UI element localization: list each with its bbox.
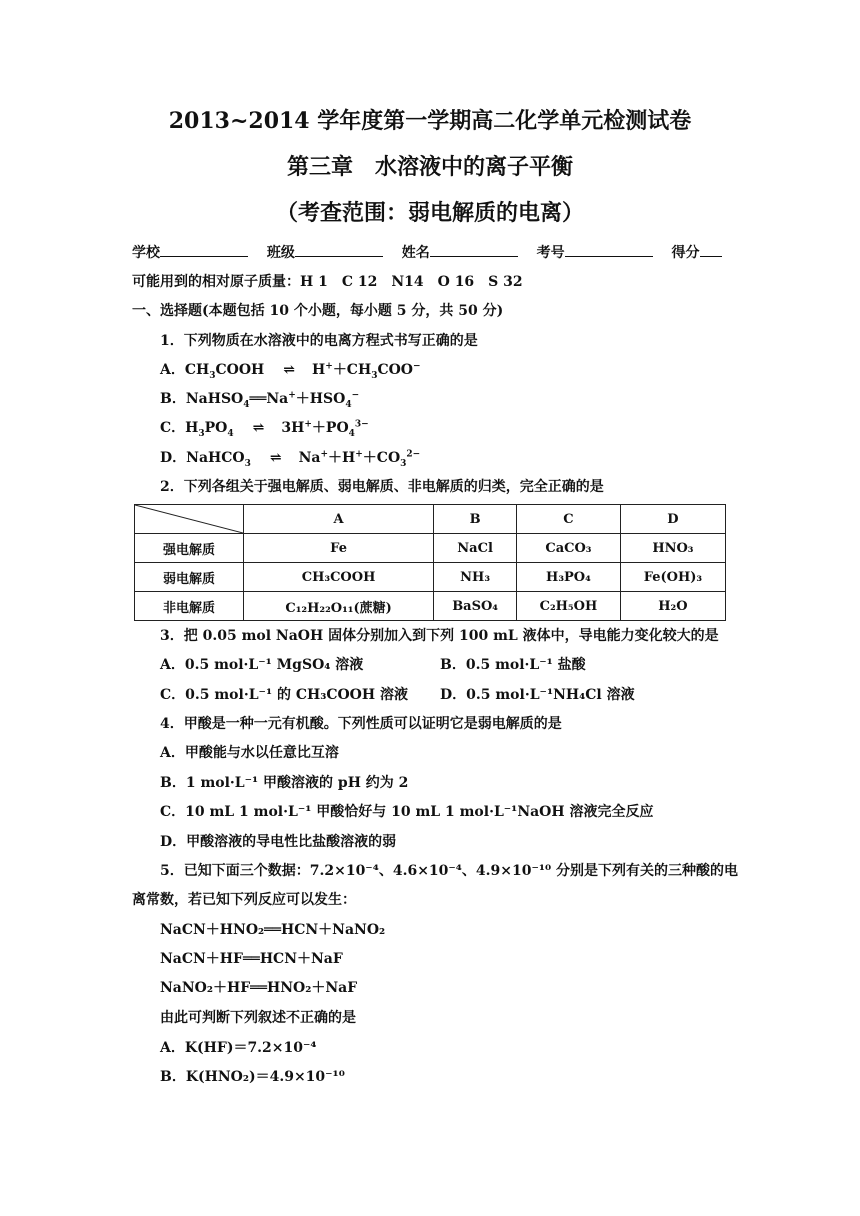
table-row	[135, 563, 726, 592]
name-label: 姓名	[401, 245, 430, 261]
chapter-title: 第三章 水溶液中的离子平衡	[286, 154, 573, 180]
q4-option-d: D．甲酸溶液的导电性比盐酸溶液的弱	[160, 834, 397, 850]
table-cell: CaCO₃	[517, 534, 621, 563]
score-label: 得分	[671, 245, 700, 261]
q3-option-a: A．0.5 mol·L⁻¹ MgSO₄ 溶液	[160, 657, 364, 673]
table-cell: H₂O	[620, 592, 725, 621]
table-cell: NH₃	[434, 563, 517, 592]
col-header: C	[517, 505, 621, 534]
class-blank[interactable]	[295, 242, 383, 257]
student-info-row	[132, 242, 722, 262]
q4-option-a: A．甲酸能与水以任意比互溶	[160, 745, 339, 761]
table-cell: NaCl	[434, 534, 517, 563]
school-blank[interactable]	[160, 242, 248, 257]
q1-option-d: D．NaHCO$_3$ ⇌ $Na^++H^++CO_3^{2-}$	[160, 449, 421, 469]
row-label: 弱电解质	[135, 563, 244, 592]
class-label: 班级	[266, 245, 295, 261]
classification-table	[134, 504, 726, 621]
col-header: D	[620, 505, 725, 534]
q4-option-c: C．10 mL 1 mol·L⁻¹ 甲酸恰好与 10 mL 1 mol·L⁻¹NaOH 溶液完全反应	[160, 804, 654, 820]
q5-reaction-1: NaCN＋HNO₂══HCN＋NaNO₂	[160, 922, 386, 938]
score-blank[interactable]	[700, 242, 722, 257]
name-blank[interactable]	[430, 242, 518, 257]
table-row	[135, 592, 726, 621]
row-label: 非电解质	[135, 592, 244, 621]
table-cell: C₂H₅OH	[517, 592, 621, 621]
col-header: B	[434, 505, 517, 534]
q5-lead: 由此可判断下列叙述不正确的是	[160, 1010, 356, 1026]
q3-option-b: B．0.5 mol·L⁻¹ 盐酸	[440, 657, 586, 673]
table-cell: BaSO₄	[434, 592, 517, 621]
diagonal-line	[135, 505, 243, 533]
row-label: 强电解质	[135, 534, 244, 563]
q5-stem-line1: 5．已知下面三个数据：7.2×10⁻⁴、4.6×10⁻⁴、4.9×10⁻¹⁰ 分别是下列有关的三种酸的电	[160, 863, 739, 879]
table-cell: C₁₂H₂₂O₁₁(蔗糖)	[244, 592, 434, 621]
table-cell: HNO₃	[620, 534, 725, 563]
atomic-masses: 可能用到的相对原子质量：H 1 C 12 N14 O 16 S 32	[132, 274, 523, 290]
q2-stem: 2．下列各组关于强电解质、弱电解质、非电解质的归类，完全正确的是	[160, 479, 604, 495]
q1-option-c: C．$H_3PO_4$ ⇌ $3H^++PO_4^{3-}$	[160, 419, 369, 439]
q1-option-b: B．$NaHSO_4══Na^++HSO_4^-$	[160, 390, 360, 410]
section-heading: 一、选择题(本题包括 10 个小题，每小题 5 分，共 50 分)	[132, 303, 504, 319]
table-cell: Fe	[244, 534, 434, 563]
q5-reaction-2: NaCN＋HF══HCN＋NaF	[160, 951, 343, 967]
table-cell: H₃PO₄	[517, 563, 621, 592]
exam-title: 2013~2014 学年度第一学期高二化学单元检测试卷	[168, 108, 692, 134]
table-row	[135, 534, 726, 563]
q3-option-c: C．0.5 mol·L⁻¹ 的 CH₃COOH 溶液	[160, 687, 408, 703]
q5-option-a: A．K(HF)＝7.2×10⁻⁴	[160, 1040, 317, 1056]
q3-stem: 3．把 0.05 mol NaOH 固体分别加入到下列 100 mL 液体中，导电能力变化较大的是	[160, 628, 719, 644]
table-cell: Fe(OH)₃	[620, 563, 725, 592]
col-header: A	[244, 505, 434, 534]
exam-no-blank[interactable]	[565, 242, 653, 257]
q4-stem: 4．甲酸是一种一元有机酸。下列性质可以证明它是弱电解质的是	[160, 716, 562, 732]
scope-title: （考查范围：弱电解质的电离）	[275, 200, 584, 226]
q4-option-b: B．1 mol·L⁻¹ 甲酸溶液的 pH 约为 2	[160, 775, 409, 791]
school-label: 学校	[132, 245, 160, 261]
table-corner-cell	[135, 505, 244, 534]
q1-option-a: A．$CH_3COOH$ ⇌ $H^++CH_3COO^-$	[160, 361, 421, 381]
q1-stem: 1．下列物质在水溶液中的电离方程式书写正确的是	[160, 333, 478, 349]
q3-option-d: D．0.5 mol·L⁻¹NH₄Cl 溶液	[440, 687, 635, 703]
exam-no-label: 考号	[536, 245, 565, 261]
table-cell: CH₃COOH	[244, 563, 434, 592]
q5-reaction-3: NaNO₂＋HF══HNO₂＋NaF	[160, 980, 358, 996]
q5-option-b: B．K(HNO₂)＝4.9×10⁻¹⁰	[160, 1069, 345, 1085]
q5-stem-line2: 离常数，若已知下列反应可以发生：	[132, 892, 356, 908]
